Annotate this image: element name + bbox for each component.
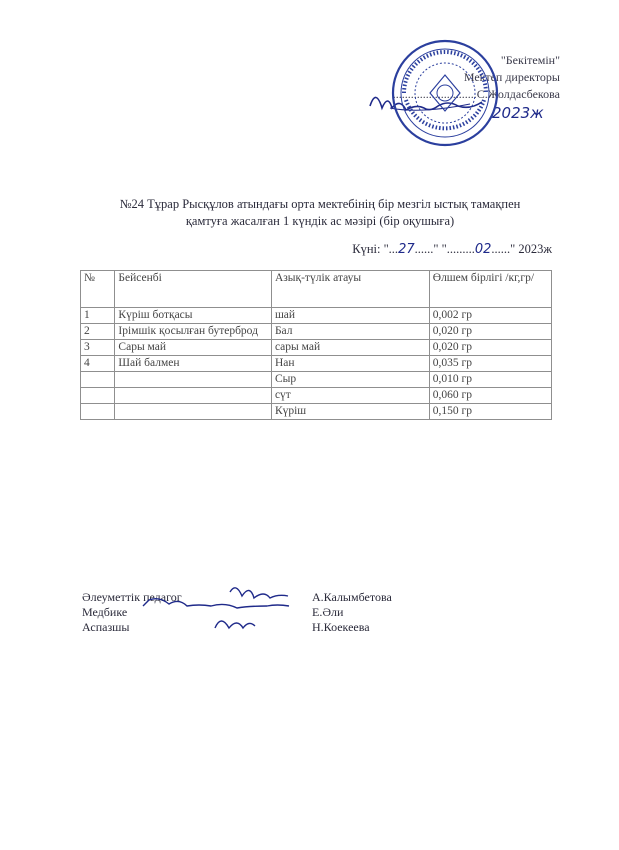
cell-product: Күріш xyxy=(271,404,429,420)
table-row xyxy=(81,308,552,324)
table-row xyxy=(81,388,552,404)
document-title xyxy=(60,196,580,230)
name-social-pedagogue: А.Калымбетова xyxy=(312,590,392,604)
cell-dish: Сары май xyxy=(115,340,272,356)
table-row xyxy=(81,356,552,372)
cell-number xyxy=(81,388,115,404)
role-cook: Аспазшы xyxy=(82,620,130,634)
name-cook: Н.Коекеева xyxy=(312,620,370,634)
title-line-2: қамтуға жасалған 1 күндік ас мәзірі (бір оқушыға) xyxy=(185,214,455,228)
cell-dish xyxy=(115,372,272,388)
cell-amount: 0,060 гр xyxy=(429,388,551,404)
cell-number: 3 xyxy=(81,340,115,356)
date-suffix: ......" 2023ж xyxy=(491,242,552,256)
table-row xyxy=(81,340,552,356)
role-nurse: Медбике xyxy=(82,605,128,619)
date-line xyxy=(300,242,552,257)
header-product: Азық-түлік атауы xyxy=(271,271,429,308)
cell-number: 2 xyxy=(81,324,115,340)
table-row xyxy=(81,404,552,420)
cell-number xyxy=(81,404,115,420)
signature-names xyxy=(312,590,392,635)
date-middle: ......" "......... xyxy=(414,242,475,256)
date-prefix: Күні: "... xyxy=(352,242,399,256)
cell-product: Нан xyxy=(271,356,429,372)
menu-table xyxy=(80,270,552,420)
cell-product: сүт xyxy=(271,388,429,404)
cell-amount: 0,020 гр xyxy=(429,324,551,340)
cell-dish: Шай балмен xyxy=(115,356,272,372)
header-day: Бейсенбі xyxy=(115,271,272,308)
cell-amount: 0,010 гр xyxy=(429,372,551,388)
cell-dish: Ірімшік қосылған бутерброд xyxy=(115,324,272,340)
cell-amount: 0,002 гр xyxy=(429,308,551,324)
title-line-1: №24 Тұрар Рысқұлов атындағы орта мектебінің бір мезгіл ыстық тамақпен xyxy=(119,197,521,211)
header-unit: Өлшем бірлігі /кг,гр/ xyxy=(429,271,551,308)
cell-product: шай xyxy=(271,308,429,324)
school-seal xyxy=(390,38,500,148)
date-month: 02 xyxy=(474,242,492,257)
cell-amount: 0,150 гр xyxy=(429,404,551,420)
signature-date: 2023ж xyxy=(492,104,544,122)
table-row xyxy=(81,372,552,388)
name-nurse: Е.Әли xyxy=(312,605,344,619)
cell-dish xyxy=(115,388,272,404)
date-day: 27 xyxy=(398,242,415,257)
cell-amount: 0,035 гр xyxy=(429,356,551,372)
table-row xyxy=(81,324,552,340)
cell-product: сары май xyxy=(271,340,429,356)
cell-product: Бал xyxy=(271,324,429,340)
table-header-row xyxy=(81,271,552,308)
header-number: № xyxy=(81,271,115,308)
handwritten-signatures xyxy=(135,580,315,642)
cell-number: 1 xyxy=(81,308,115,324)
cell-dish xyxy=(115,404,272,420)
cell-number: 4 xyxy=(81,356,115,372)
approval-line-2: Мектеп директоры xyxy=(463,70,560,84)
cell-amount: 0,020 гр xyxy=(429,340,551,356)
role-social-pedagogue: Әлеуметтік педагог xyxy=(82,590,182,604)
approval-line-1: "Бекітемін" xyxy=(500,53,560,67)
cell-dish: Күріш ботқасы xyxy=(115,308,272,324)
cell-number xyxy=(81,372,115,388)
approval-line-3: ............................С.Жолдасбекова xyxy=(392,87,560,101)
cell-product: Сыр xyxy=(271,372,429,388)
